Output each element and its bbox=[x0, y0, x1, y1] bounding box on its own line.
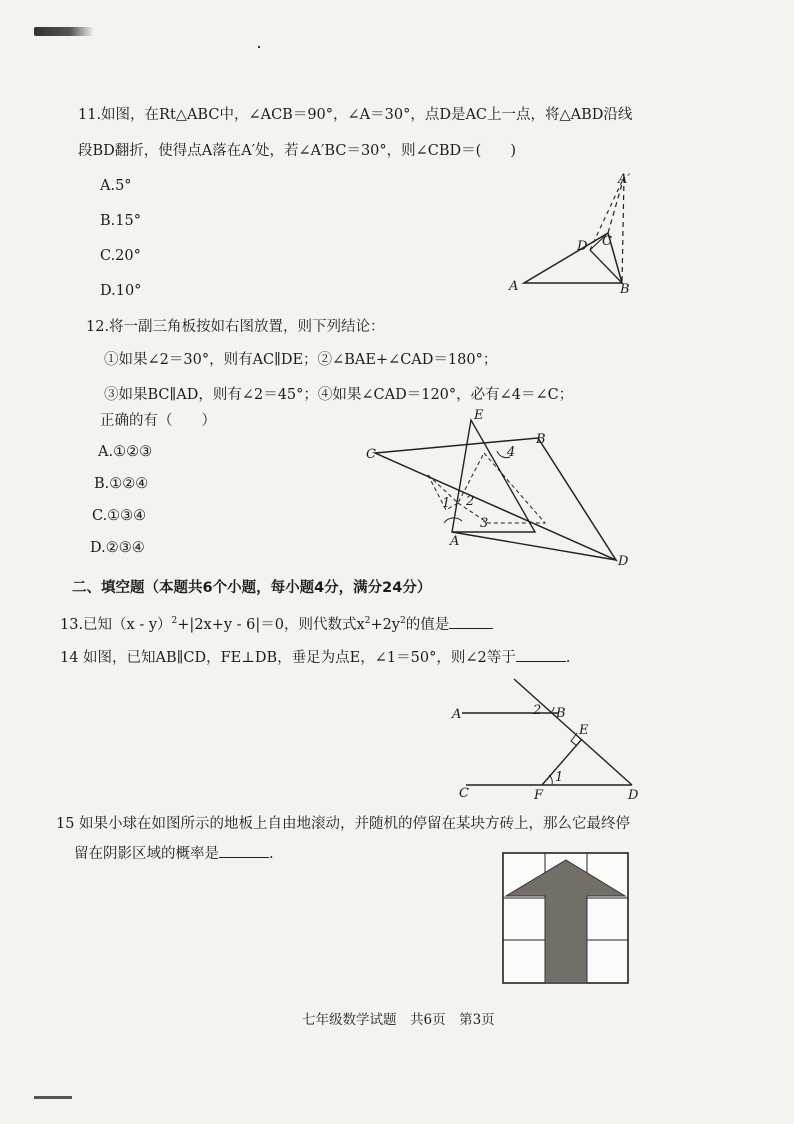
q13-middle: +|2x+y - 6|＝0，则代数式x bbox=[177, 616, 365, 633]
q13-text bbox=[60, 611, 493, 635]
q13-sup-3: 2 bbox=[400, 616, 406, 626]
q12-line2: ①如果∠2＝30°，则有AC∥DE；②∠BAE+∠CAD＝180°； bbox=[104, 352, 498, 368]
q13-suffix: 的值是 bbox=[405, 616, 450, 633]
q11-label-b: B bbox=[620, 282, 630, 297]
scan-dot bbox=[258, 46, 260, 48]
q13-prefix: 13.已知（x - y） bbox=[60, 616, 172, 633]
q14-label-a: A bbox=[452, 707, 462, 722]
q11-label-d: D bbox=[577, 239, 588, 254]
q11-option-d: D.10° bbox=[100, 283, 142, 299]
q14-label-c: C bbox=[459, 786, 469, 801]
q12-label-1: 1 bbox=[442, 496, 451, 511]
q12-figure bbox=[360, 405, 640, 570]
section-fill-in-title: 二、填空题（本题共6个小题，每小题4分，满分24分） bbox=[72, 580, 432, 596]
q12-label-d: D bbox=[618, 554, 629, 569]
q15-line2: 留在阴影区域的概率是 . bbox=[74, 843, 274, 864]
q11-option-c: C.20° bbox=[100, 248, 141, 264]
q14-label-f: F bbox=[534, 788, 544, 803]
q11-line1: 11.如图，在Rt△ABC中，∠ACB＝90°，∠A＝30°，点D是AC上一点，将△ABD沿线 bbox=[78, 107, 633, 123]
q13-sup-2: 2 bbox=[364, 616, 371, 626]
q11-figure bbox=[500, 165, 650, 300]
scan-bottom-mark bbox=[34, 1096, 72, 1099]
q14-label-d: D bbox=[628, 788, 639, 803]
q13-middle-2: +2y bbox=[370, 616, 401, 633]
q11-option-b: B.15° bbox=[100, 213, 141, 229]
q12-label-2: 2 bbox=[466, 494, 475, 509]
q11-label-c: C bbox=[602, 234, 612, 249]
q15-floor-figure bbox=[500, 850, 632, 986]
page-footer: 七年级数学试题 共6页 第3页 bbox=[302, 1012, 495, 1028]
q14-label-e: E bbox=[579, 723, 589, 738]
q12-option-b: B.①②④ bbox=[94, 476, 149, 492]
q15-line1: 15 如果小球在如图所示的地板上自由地滚动，并随机的停留在某块方砖上，那么它最终停 bbox=[56, 816, 631, 832]
q15-line2-text: 留在阴影区域的概率是 bbox=[74, 846, 219, 862]
q13-sup-1: 2 bbox=[171, 616, 178, 626]
q14-stem: 14 如图，已知AB∥CD，FE⊥DB，垂足为点E，∠1＝50°，则∠2等于 bbox=[60, 650, 516, 666]
q12-line3: ③如果BC∥AD，则有∠2＝45°；④如果∠CAD＝120°，必有∠4＝∠C； bbox=[104, 387, 574, 403]
q14-label-2: 2 bbox=[533, 703, 542, 718]
q12-label-3: 3 bbox=[480, 516, 489, 531]
q14-text: 14 如图，已知AB∥CD，FE⊥DB，垂足为点E，∠1＝50°，则∠2等于 . bbox=[60, 647, 570, 668]
scan-artifact bbox=[34, 27, 94, 36]
q12-line1: 12.将一副三角板按如右图放置，则下列结论： bbox=[86, 319, 385, 335]
q12-label-4: 4 bbox=[507, 445, 516, 460]
q12-label-a: A bbox=[450, 534, 460, 549]
q14-answer-blank bbox=[516, 647, 566, 662]
q14-figure bbox=[450, 675, 650, 805]
q12-line4: 正确的有（ ） bbox=[100, 413, 216, 429]
q15-answer-blank bbox=[219, 843, 269, 858]
q12-option-c: C.①③④ bbox=[92, 508, 147, 524]
q12-option-d: D.②③④ bbox=[90, 540, 145, 556]
q13-answer-blank bbox=[449, 614, 493, 629]
q14-label-1: 1 bbox=[555, 770, 564, 785]
q11-label-a-prime: A′ bbox=[618, 172, 631, 187]
q11-line2: 段BD翻折，使得点A落在A′处，若∠A′BC＝30°，则∠CBD＝( ) bbox=[78, 143, 516, 159]
q12-label-e: E bbox=[474, 408, 484, 423]
q12-label-b: B bbox=[536, 432, 546, 447]
q11-option-a: A.5° bbox=[100, 178, 132, 194]
q12-label-c: C bbox=[366, 447, 376, 462]
q14-label-b: B bbox=[556, 706, 566, 721]
q12-option-a: A.①②③ bbox=[98, 444, 153, 460]
q11-label-a: A bbox=[509, 279, 519, 294]
